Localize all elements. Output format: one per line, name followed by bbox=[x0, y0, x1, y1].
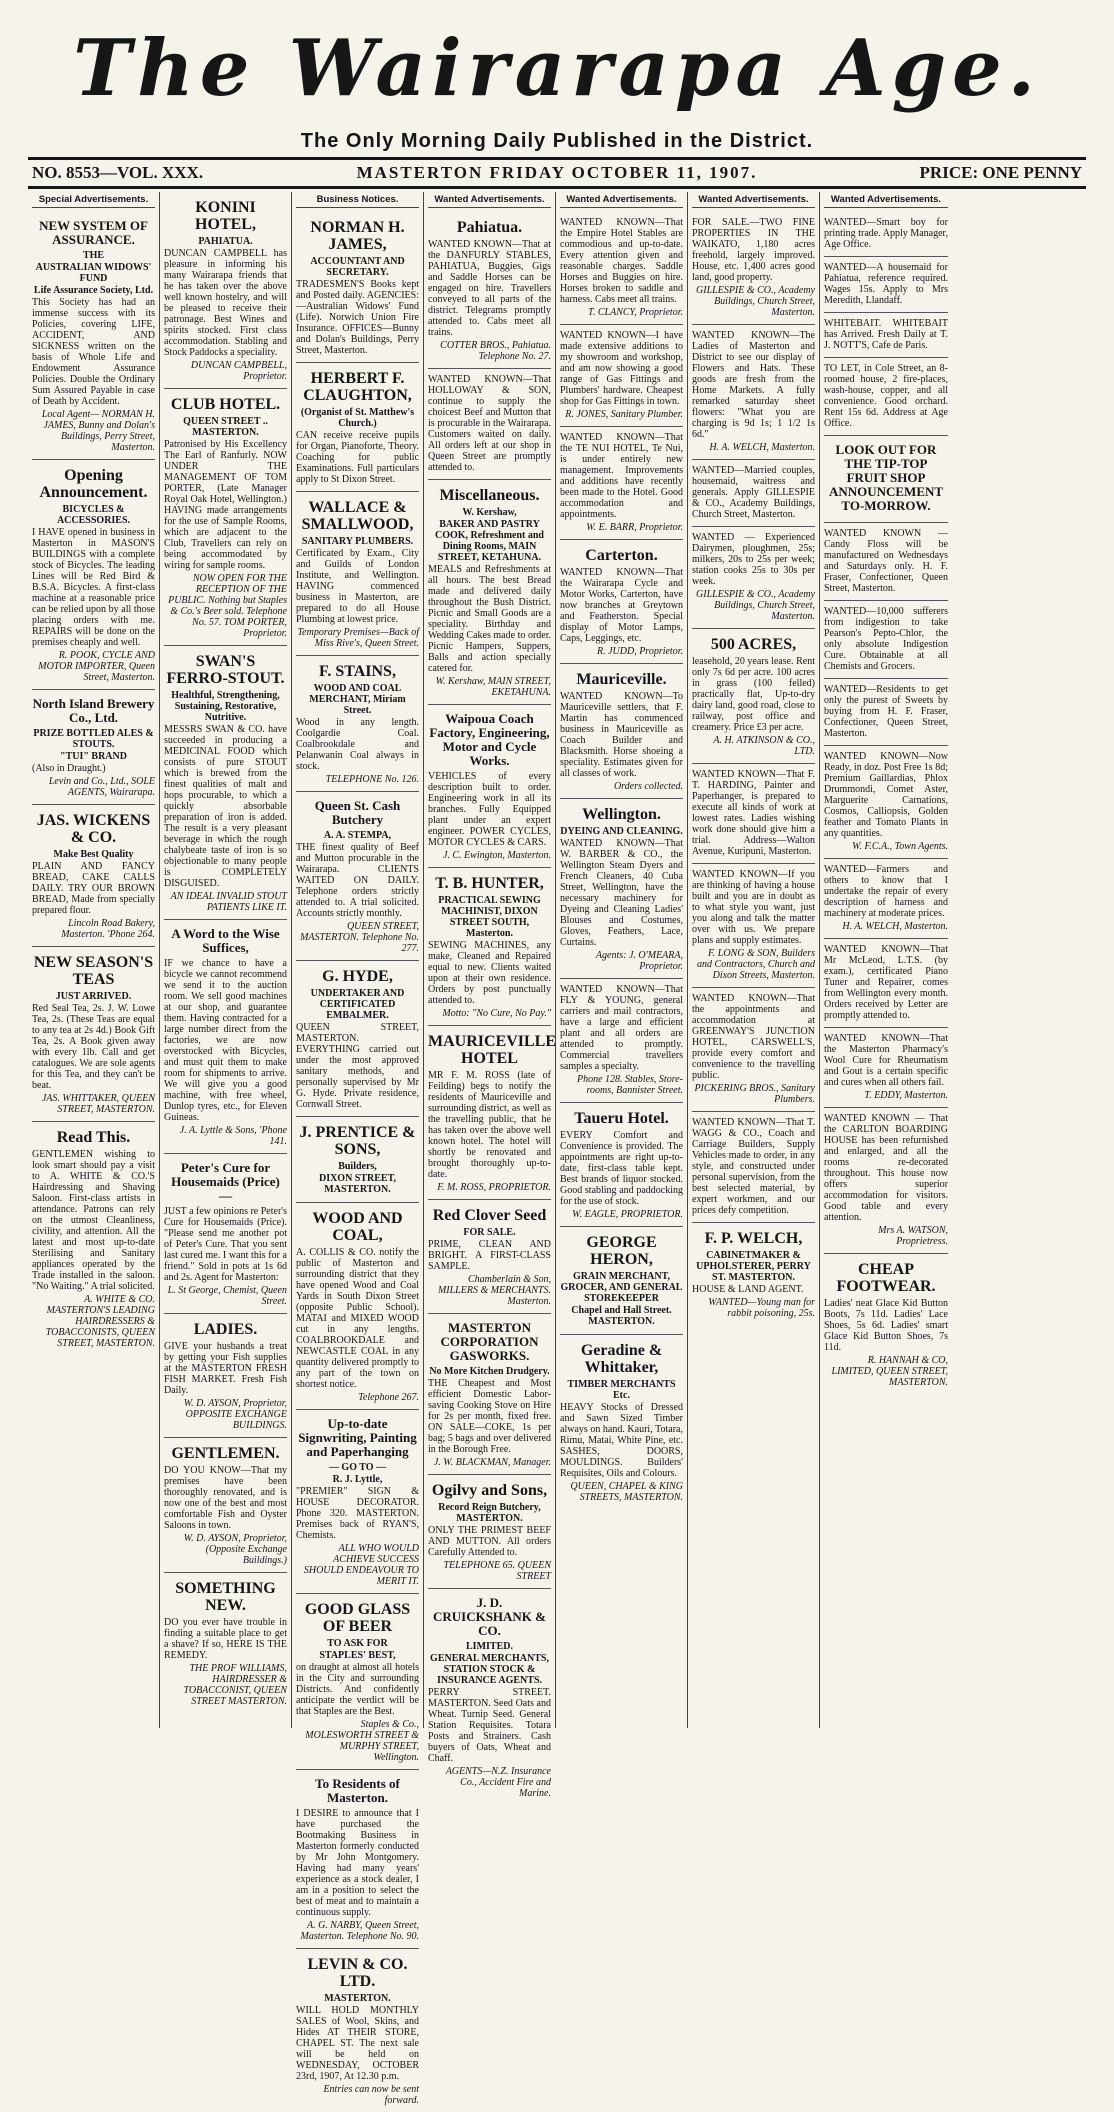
advertisement-title: SOMETHING NEW. bbox=[175, 1580, 276, 1614]
advertisement-subhead: Healthful, Strengthening, Sustaining, Restorative, Nutritive. bbox=[171, 690, 280, 723]
advertisement-title: Waipoua Coach Factory, Engineering, Motor and Cycle Works. bbox=[429, 711, 550, 768]
advertisement-signature: GILLESPIE & CO., Academy Buildings, Church Street, Masterton. bbox=[696, 589, 815, 622]
column-1 bbox=[28, 192, 160, 1728]
advertisement bbox=[428, 1314, 551, 1475]
advertisement bbox=[824, 859, 948, 939]
advertisement-title: LOOK OUT FOR THE TIP-TOP FRUIT SHOP ANNOUNCEMENT TO-MORROW. bbox=[828, 442, 944, 513]
advertisement-body: WANTED KNOWN—That the Wairarapa Cycle and Motor Works, Carterton, have now branches at Greytown and Featherston. Special display of Motor Lamps, Caps, Leggings, etc. bbox=[560, 567, 683, 644]
advertisement-title: JAS. WICKENS & CO. bbox=[36, 812, 151, 846]
advertisement-title: WALLACE & SMALLWOOD, bbox=[301, 499, 414, 533]
advertisement-title: Carterton. bbox=[585, 547, 658, 564]
advertisement-body: I HAVE opened in business in Masterton in MASON'S BUILDINGS with a complete stock of Bicycles. The leading Lines will be Red Bird & B.S.A. Bicycles. A first-class machine at a reasonable price can be relied upon by all those placing orders with me. REPAIRS will be done on the premises cheaply and well. bbox=[32, 527, 155, 648]
advertisement-body: HEAVY Stocks of Dressed and Sawn Sized Timber always on hand. Kauri, Totara, Rimu, Matai, White Pine, etc. SASHES, DOORS, MOULDINGS. Builders' Requisites, Oils and Colours. bbox=[560, 1402, 683, 1479]
advertisement bbox=[296, 212, 419, 363]
advertisement-signature: W. D. AYSON, Proprietor, (Opposite Exchange Buildings.) bbox=[183, 1533, 287, 1566]
advertisement-subhead: WOOD AND COAL MERCHANT, Miriam Street. bbox=[309, 683, 406, 716]
advertisement-title: Wellington. bbox=[582, 806, 661, 823]
advertisement-title: HERBERT F. CLAUGHTON, bbox=[303, 370, 412, 404]
advertisement-signature: AGENTS—N.Z. Insurance Co., Accident Fire and Marine. bbox=[445, 1766, 551, 1799]
advertisement-subhead: STAPLES' BEST, bbox=[319, 1650, 396, 1661]
advertisement bbox=[692, 212, 815, 325]
advertisement-body: MEALS and Refreshments at all hours. The best Bread made and delivered daily throughout the Bush District. Picnic and Small Goods are a speciality. Birthday and Wedding Cakes made to order. Picnic Hampers, Suppers, Balls and action specially catered for. bbox=[428, 564, 551, 674]
advertisement-body: WANTED KNOWN—That T. WAGG & CO., Coach and Carriage Builders, Supply Vehicles made to order, in any style, and constructed under personal supervision, from the best selected material, by expert workmen, and our prices defy competition. bbox=[692, 1117, 815, 1216]
issue-number: NO. 8553—VOL. XXX. bbox=[32, 163, 204, 182]
advertisement-subhead: Life Assurance Society, Ltd. bbox=[33, 285, 154, 296]
advertisement-signature: W. D. AYSON, Proprietor, OPPOSITE EXCHANGE BUILDINGS. bbox=[183, 1398, 287, 1431]
advertisement bbox=[692, 629, 815, 764]
column-header: Wanted Advertisements. bbox=[428, 192, 551, 208]
advertisement-title: F. STAINS, bbox=[319, 663, 396, 680]
advertisement-title: J. PRENTICE & SONS, bbox=[299, 1124, 416, 1158]
advertisement-body: GENTLEMEN wishing to look smart should pay a visit to A. WHITE & CO.'S Hairdressing and Shaving Saloon. First-class artists in attendance. Patrons can rely on the utmost Cleanliness, civility, and attention. All the latest and most up-to-date Sterilising and Sanitary appliances operated by the Trade installed in the saloon. "No Waiting." A trial solicited. bbox=[32, 1149, 155, 1292]
advertisement bbox=[560, 1103, 683, 1227]
advertisement-title: Queen St. Cash Butchery bbox=[314, 798, 401, 827]
advertisement-body: PERRY STREET. MASTERTON. Seed Oats and Wheat. Turnip Seed. General Station Requisites. Totara Posts and Strainers. Cash buyers of Oats, Wheat and Chaff. bbox=[428, 1687, 551, 1764]
advertisement-body: PLAIN AND FANCY BREAD, CAKE CALLS DAILY. TRY OUR BROWN BREAD, Made from specially prepared flour. bbox=[32, 861, 155, 916]
column-7 bbox=[820, 192, 952, 1728]
advertisement-body: QUEEN STREET, MASTERTON. EVERYTHING carried out under the most approved sanitary methods, and personally supervised by Mr G. Hyde. Private residence, Cornwall Street. bbox=[296, 1022, 419, 1110]
advertisement-subhead: A. A. STEMPA, bbox=[323, 830, 392, 841]
advertisement-signature: F. M. ROSS, PROPRIETOR. bbox=[437, 1182, 551, 1193]
advertisement-body: THE Cheapest and Most efficient Domestic Labor-saving Cooking Stove on Hire for 2s per month, fixed free. ON SALE—COKE, 1s per bag; 5 bags and over delivered in the Borough Free. bbox=[428, 1378, 551, 1455]
advertisement bbox=[428, 868, 551, 1026]
advertisement bbox=[296, 792, 419, 961]
advertisement-body: WANTED KNOWN—That the Masterton Pharmacy's Wool Cure for Rheumatism and Gout is a certain specific and cures when all others fail. bbox=[824, 1033, 948, 1088]
advertisement-signature: R. JONES, Sanitary Plumber. bbox=[565, 409, 683, 420]
advertisement-signature: W. F.C.A., Town Agents. bbox=[852, 841, 948, 852]
columns-area bbox=[28, 192, 1086, 2106]
masthead-subtitle: The Only Morning Daily Published in the District. bbox=[300, 130, 814, 152]
advertisement-subhead: TO ASK FOR bbox=[327, 1638, 388, 1649]
advertisement bbox=[824, 257, 948, 313]
advertisement-body: WANTED—Residents to get only the purest of Sweets by buying from H. F. Fraser, Confectioner, Queen Street, Masterton. bbox=[824, 684, 948, 739]
advertisement-body: WANTED—10,000 sufferers from indigestion to take Pearson's Pepto-Chlor, the only absolute Indigestion Cure. Obtainable at all Chemists and Grocers. bbox=[824, 606, 948, 672]
advertisement-signature: Staples & Co., MOLESWORTH STREET & MURPHY STREET, Wellington. bbox=[305, 1719, 419, 1763]
advertisement-body: DUNCAN CAMPBELL has pleasure in informing his many Wairarapa friends that he has taken over the above well known hostelry, and will be pleased to receive their patronage. Best Wines and spirits stocked. First class accommodation. Stabling and Stock Paddocks a speciality. bbox=[164, 248, 287, 358]
advertisement-signature: QUEEN, CHAPEL & KING STREETS, MASTERTON. bbox=[570, 1481, 683, 1503]
advertisement bbox=[560, 1335, 683, 1509]
column-header: Wanted Advertisements. bbox=[560, 192, 683, 208]
advertisement bbox=[428, 705, 551, 868]
advertisement-subhead: CABINETMAKER & UPHOLSTERER, PERRY ST. MASTERTON. bbox=[696, 1250, 811, 1283]
advertisement-signature: NOW OPEN FOR THE RECEPTION OF THE PUBLIC. Nothing but Staples & Co.'s Beer sold. Telephone No. 57. TOM PORTER, Proprietor. bbox=[168, 573, 287, 639]
advertisement-title: CHEAP FOOTWEAR. bbox=[836, 1261, 936, 1295]
advertisement-title: Ogilvy and Sons, bbox=[431, 1482, 548, 1499]
advertisement bbox=[824, 1254, 948, 1394]
advertisement-title: Red Clover Seed bbox=[432, 1207, 547, 1224]
advertisement-title: Geradine & Whittaker, bbox=[580, 1342, 663, 1376]
advertisement-signature: TELEPHONE 65. QUEEN STREET bbox=[443, 1560, 551, 1582]
advertisement-body: EVERY Comfort and Convenience is provided. The appointments are right up-to-date, first-class table kept. Best brands of liquor stocked. Good stabling and paddocking for the use of stock. bbox=[560, 1130, 683, 1207]
column-header: Business Notices. bbox=[296, 192, 419, 208]
advertisement bbox=[164, 646, 287, 920]
advertisement-subhead: THE bbox=[82, 250, 105, 261]
advertisement-body: TO LET, in Cole Street, an 8-roomed house, 2 fire-places, wash-house, copper, and all convenience. Good orchard. Rent 15s 6d. Address at Age Office. bbox=[824, 363, 948, 429]
advertisement-title: MASTERTON CORPORATION GASWORKS. bbox=[440, 1320, 539, 1363]
advertisement-signature: PICKERING BROS., Sanitary Plumbers. bbox=[694, 1083, 815, 1105]
advertisement-subhead: Record Reign Butchery, MASTERTON. bbox=[438, 1502, 541, 1524]
advertisement bbox=[164, 389, 287, 646]
advertisement-subhead: BAKER AND PASTRY COOK, Refreshment and Dining Rooms, MAIN STREET, KETAHUNA. bbox=[435, 519, 544, 563]
issue-price: PRICE: ONE PENNY bbox=[919, 163, 1082, 182]
advertisement-body: Wood in any length. Coolgardie Coal. Coalbrookdale and Pelanwanin Coal always in stock. bbox=[296, 717, 419, 772]
advertisement bbox=[428, 480, 551, 705]
advertisement-subhead: UNDERTAKER AND CERTIFICATED EMBALMER. bbox=[310, 988, 405, 1021]
column-6 bbox=[688, 192, 820, 1728]
advertisement-signature: J. W. BLACKMAN, Manager. bbox=[433, 1457, 551, 1468]
advertisement bbox=[164, 1573, 287, 1713]
advertisement-signature: F. LONG & SON, Builders and Contractors, Church and Dixon Streets, Masterton. bbox=[697, 948, 815, 981]
advertisement bbox=[560, 212, 683, 325]
advertisement-body: (Also in Draught.) bbox=[32, 763, 106, 774]
advertisement-body: WHITEBAIT. WHITEBAIT has Arrived. Fresh Daily at T. J. NOTT'S, Cafe de Paris. bbox=[824, 318, 948, 351]
advertisement bbox=[692, 1223, 815, 1325]
advertisement-subhead: GRAIN MERCHANT, GROCER, AND GENERAL STOREKEEPER bbox=[560, 1271, 683, 1304]
advertisement-subhead: GENERAL MERCHANTS, STATION STOCK & INSURANCE AGENTS. bbox=[430, 1653, 549, 1686]
advertisement-title: North Island Brewery Co., Ltd. bbox=[32, 696, 155, 725]
advertisement-subhead: Chapel and Hall Street. MASTERTON. bbox=[571, 1305, 672, 1327]
advertisement-signature: W. EAGLE, PROPRIETOR. bbox=[572, 1209, 683, 1220]
advertisement-title: GENTLEMEN. bbox=[171, 1445, 280, 1462]
advertisement-body: WANTED KNOWN—That the Empire Hotel Stables are commodious and up-to-date. Every attention given and reasonable charges. Saddle Horses and Buggies on hire. Horses broken to saddle and harness. Cabs meet all trains. bbox=[560, 217, 683, 305]
advertisement bbox=[824, 601, 948, 679]
advertisement-subhead: DIXON STREET, MASTERTON. bbox=[318, 1173, 397, 1195]
advertisement bbox=[32, 690, 155, 805]
advertisement-signature: TELEPHONE No. 126. bbox=[325, 774, 419, 785]
advertisement bbox=[428, 1026, 557, 1200]
advertisement bbox=[692, 527, 815, 629]
advertisement-body: SEWING MACHINES, any make, Cleaned and Repaired equal to new. Clients waited upon at their own residence. Orders by post punctually attended to. bbox=[428, 940, 551, 1006]
advertisement-body: WANTED KNOWN—That the appointments and accommodation at GREENWAY'S JUNCTION HOTEL, CARSWELL'S, provide every comfort and convenience to the travelling public. bbox=[692, 993, 815, 1081]
advertisement-body: PRIME, CLEAN AND BRIGHT. A FIRST-CLASS SAMPLE. bbox=[428, 1239, 551, 1272]
advertisement-subhead: DYEING AND CLEANING. bbox=[560, 826, 683, 837]
advertisement-title: WOOD AND COAL, bbox=[312, 1210, 403, 1244]
advertisement-title: Miscellaneous. bbox=[439, 487, 540, 504]
advertisement bbox=[164, 1438, 287, 1573]
advertisement-title: T. B. HUNTER, bbox=[435, 875, 544, 892]
advertisement-body: A. COLLIS & CO. notify the public of Masterton and surrounding district that they have opened Wood and Coal Yards in South Dixon Street (opposite Public School). MATAI and MIXED WOOD cut in any lengths. COALBROOKDALE and NEWCASTLE COAL in any quantity delivered promptly to any part of the town on shortest notice. bbox=[296, 1247, 419, 1390]
advertisement-body: WANTED KNOWN—That at the DANFURLY STABLES, PAHIATUA, Buggies, Gigs and Saddle Horses can be engaged on hire. Travellers conveyed to all parts of the district. Telegrams promptly attended to. Cabs meet all trains. bbox=[428, 239, 551, 338]
advertisement-body: HOUSE & LAND AGENT. bbox=[692, 1284, 804, 1295]
advertisement-subhead: ACCOUNTANT AND SECRETARY. bbox=[310, 256, 405, 278]
advertisement-body: WANTED—Farmers and others to know that I undertake the repair of every description of harness and machinery at moderate prices. bbox=[824, 864, 948, 919]
advertisement bbox=[560, 664, 683, 799]
advertisement-subhead: — GO TO — bbox=[328, 1462, 387, 1473]
advertisement-subhead: AUSTRALIAN WIDOWS' FUND bbox=[35, 262, 152, 284]
masthead-title: The Wairarapa Age. bbox=[73, 23, 1041, 114]
advertisement-body: WANTED KNOWN—That Mr McLeod, L.T.S. (by exam.), certificated Piano Tuner and Repairer, comes from Wellington every month. Orders received by Letter are promptly attended to. bbox=[824, 944, 948, 1021]
advertisement bbox=[428, 1589, 551, 1805]
advertisement-subhead: QUEEN STREET .. MASTERTON. bbox=[183, 416, 268, 438]
advertisement-signature: A. G. NARBY, Queen Street, Masterton. Telephone No. 90. bbox=[300, 1920, 419, 1942]
advertisement-body: WANTED KNOWN—That FLY & YOUNG, general carriers and mail contractors, have a large and efficient plant and all orders are attended to promptly. Commercial travellers samples a specialty. bbox=[560, 984, 683, 1072]
advertisement-body: WANTED — Experienced Dairymen, ploughmen, 25s; milkers, 20s to 25s per week; station cooks 25s to 30s per week. bbox=[692, 532, 815, 587]
advertisement-body: Patronised by His Excellency The Earl of Ranfurly. NOW UNDER THE MANAGEMENT OF TOM PORTER, (Late Manager Royal Oak Hotel, Wellington.) HAVING made arrangements for the use of Sample Rooms, which are adjacent to the Club, Travellers can rely on being accommodated by wiring for sample rooms. bbox=[164, 439, 287, 571]
advertisement-body: Ladies' neat Glace Kid Button Boots, 7s 11d. Ladies' Lace Shoes, 5s 6d. Ladies' smart Glace Kid Button Shoes, 7s 11d. bbox=[824, 1298, 948, 1353]
advertisement-subhead: BICYCLES & ACCESSORIES. bbox=[56, 504, 131, 526]
advertisement bbox=[560, 540, 683, 664]
advertisement-title: To Residents of Masterton. bbox=[315, 1776, 400, 1805]
advertisement-signature: J. A. Lyttle & Sons, 'Phone 141. bbox=[179, 1125, 287, 1147]
advertisement bbox=[32, 947, 155, 1122]
advertisement-subhead: PRIZE BOTTLED ALES & STOUTS. bbox=[33, 728, 154, 750]
advertisement-signature: T. CLANCY, Proprietor. bbox=[588, 307, 683, 318]
advertisement-title: Mauriceville. bbox=[576, 671, 667, 688]
advertisement-subhead: (Organist of St. Matthew's Church.) bbox=[300, 407, 415, 429]
advertisement-signature: Entries can now be sent forward. bbox=[323, 2084, 419, 2106]
advertisement bbox=[296, 1594, 419, 1770]
advertisement bbox=[296, 1949, 419, 2112]
advertisement-signature: JAS. WHITTAKER, QUEEN STREET, MASTERTON. bbox=[41, 1093, 155, 1115]
advertisement bbox=[692, 460, 815, 527]
advertisement-title: KONINI HOTEL, bbox=[195, 199, 256, 233]
advertisement-signature: AN IDEAL INVALID STOUT PATIENTS LIKE IT. bbox=[170, 891, 287, 913]
advertisement-body: WANTED—Smart boy for printing trade. Apply Manager, Age Office. bbox=[824, 217, 948, 250]
advertisement bbox=[164, 1314, 287, 1438]
advertisement-body: WANTED KNOWN—I have made extensive additions to my showroom and workshop, and am now showing a good range of Gas Fittings and Plumbers' hardware. Cheapest shop for Gas Fittings in town. bbox=[560, 330, 683, 407]
advertisement-body: DO you ever have trouble in finding a suitable place to get a shave? If so, HERE IS THE REMEDY. bbox=[164, 1617, 287, 1661]
advertisement bbox=[428, 212, 551, 369]
advertisement-title: F. P. WELCH, bbox=[704, 1230, 803, 1247]
advertisement-signature: Levin and Co., Ltd., SOLE AGENTS, Wairarapa. bbox=[48, 776, 155, 798]
advertisement-body: WANTED KNOWN — That the CARLTON BOARDING HOUSE has been refurnished and enlarged, and all the rooms re-decorated throughout. This house now offers superior accommodation for visitors. Good table and every attention. bbox=[824, 1113, 948, 1223]
advertisement-body: FOR SALE.—TWO FINE PROPERTIES IN THE WAIKATO, 1,180 acres freehold, largely improved. House, etc. 1,400 acres good land, good property. bbox=[692, 217, 815, 283]
advertisement bbox=[692, 988, 815, 1112]
advertisement bbox=[296, 961, 419, 1117]
advertisement-subhead: MASTERTON. bbox=[324, 1993, 391, 2004]
advertisement-body: WANTED—Married couples, housemaid, waitress and generals. Apply GILLESPIE & CO., Academy Buildings, Church Street, Masterton. bbox=[692, 465, 815, 520]
advertisement-title: Pahiatua. bbox=[456, 219, 523, 236]
advertisement bbox=[428, 1200, 551, 1314]
advertisement bbox=[296, 656, 419, 792]
advertisement-body: Red Seal Tea, 2s. J. W. Lowe Tea, 2s. (These Teas are equal to any tea at 2s 4d.) Book Gift Tea, 2s. A Book given away with every 1lb. Call and get catalogues. We are sole agents for this Tea, and they can't be beat. bbox=[32, 1003, 155, 1091]
advertisement-signature: H. A. WELCH, Masterton. bbox=[709, 442, 815, 453]
advertisement-title: GEORGE HERON, bbox=[586, 1234, 657, 1268]
advertisement-body: I DESIRE to announce that I have purchased the Bootmaking Business in Masterton formerly conducted by Mr John Montgomery. Having had many years' experience as a stock dealer, I am in a position to select the best of meat and to maintain a continuous supply. bbox=[296, 1808, 419, 1918]
advertisement bbox=[296, 363, 419, 492]
advertisement-signature: L. St George, Chemist, Queen Street. bbox=[167, 1285, 287, 1307]
advertisement-title: A Word to the Wise Suffices, bbox=[171, 926, 280, 955]
advertisement-signature: A. H. ATKINSON & CO., LTD. bbox=[713, 735, 815, 757]
advertisement-signature: GILLESPIE & CO., Academy Buildings, Church Street, Masterton. bbox=[696, 285, 815, 318]
advertisement bbox=[428, 369, 551, 480]
advertisement-signature: A. WHITE & CO. MASTERTON'S LEADING HAIRDRESSERS & TOBACCONISTS, QUEEN STREET, MASTERTON. bbox=[45, 1294, 155, 1349]
advertisement-signature: H. A. WELCH, Masterton. bbox=[842, 921, 948, 932]
advertisement-body: MR F. M. ROSS (late of Feilding) begs to notify the residents of Mauriceville and surrounding district, as well as the travelling public, that he has taken over the above well known hotel. The hotel will shortly be renovated and brought thoroughly up-to-date. bbox=[428, 1070, 551, 1180]
advertisement-title: G. HYDE, bbox=[322, 968, 393, 985]
advertisement-subhead: LIMITED. bbox=[466, 1641, 513, 1652]
advertisement-body: WANTED KNOWN—That HOLLOWAY & SON, continue to supply the choicest Beef and Mutton that is procurable in the Wairarapa. Customers waited on daily. All orders left at our shop in Queen Street are promptly attended to. bbox=[428, 374, 551, 473]
advertisement-body: MESSRS SWAN & CO. have succeeded in producing a MEDICINAL FOOD which consists of pure STOUT which is brewed from the finest qualities of malt and hops procurable, to which a quickly absorbable preparation of iron is added. The result is a very pleasant beverage in which the rough chalybeate taste of iron is so objectionable to many people is COMPLETELY DISGUISED. bbox=[164, 724, 287, 889]
advertisement-title: NORMAN H. JAMES, bbox=[310, 219, 405, 253]
advertisement-signature: T. EDDY, Masterton. bbox=[864, 1090, 948, 1101]
advertisement bbox=[692, 764, 815, 864]
advertisement-body: ONLY THE PRIMEST BEEF AND MUTTON. All orders Carefully Attended to. bbox=[428, 1525, 551, 1558]
advertisement bbox=[560, 325, 683, 427]
advertisement-subhead: PRACTICAL SEWING MACHINIST, DIXON STREET SOUTH, Masterton. bbox=[438, 895, 541, 939]
advertisement-body: This Society has had an immense success with its Policies, covering LIFE, ACCIDENT, AND SICKNESS written on the basis of Whole Life and Endowment Assurance Policies. Double the Ordinary Sum Assured Payable in case of Death by Accident. bbox=[32, 297, 155, 407]
advertisement bbox=[824, 939, 948, 1028]
column-4 bbox=[424, 192, 557, 1799]
advertisement-body: CAN receive receive pupils for Organ, Pianoforte, Theory. Coaching for public Examinations. Full particulars apply to St Dixon Street. bbox=[296, 430, 419, 485]
advertisement-signature: WANTED—Young man for rabbit poisoning, 25s. bbox=[708, 1297, 815, 1319]
advertisement-subhead: SANITARY PLUMBERS. bbox=[301, 536, 414, 547]
advertisement-signature: Lincoln Road Bakery, Masterton. 'Phone 264. bbox=[61, 918, 155, 940]
advertisement-title: Read This. bbox=[56, 1129, 131, 1146]
advertisement-title: Peter's Cure for Housemaids (Price) — bbox=[171, 1160, 280, 1203]
advertisement-signature: J. C. Ewington, Masterton. bbox=[442, 850, 551, 861]
advertisement-body: WANTED KNOWN—That W. BARBER & CO., the Wellington Steam Dyers and French Cleaners, 40 Cuba Street, Wellington, have the necessary machinery for Dyeing and Cleaning Ladies' Blouses and Costumes, Gloves, Feathers, Lace, Curtains. bbox=[560, 838, 683, 948]
advertisement-signature: Local Agent— NORMAN H. JAMES, Bunny and Dolan's Buildings, Perry Street, Masterton. bbox=[41, 409, 155, 453]
advertisement-signature: R. JUDD, Proprietor. bbox=[596, 646, 683, 657]
advertisement-title: Up-to-date Signwriting, Painting and Paperhanging bbox=[298, 1416, 417, 1459]
column-header: Special Advertisements. bbox=[32, 192, 155, 208]
column-2 bbox=[160, 192, 292, 1728]
advertisement bbox=[824, 1028, 948, 1108]
advertisement-body: JUST a few opinions re Peter's Cure for Housemaids (Price). "Please send me another pot of Peter's Cure. That you sent last cured me. I want this for a friend." Sold in pots at 1s 6d and 2s. Agent for Masterton: bbox=[164, 1206, 287, 1283]
advertisement-signature: QUEEN STREET, MASTERTON. Telephone No. 277. bbox=[300, 921, 419, 954]
advertisement-body: WANTED KNOWN—The Ladies of Masterton and District to see our display of Flowers and Hats. These goods are fresh from the Home Markets. A fully remarked saturday sheet flowers: "What you are charging is 9d 1s; 1 1/2 1s 6d." bbox=[692, 330, 815, 440]
advertisement-title: GOOD GLASS OF BEER bbox=[304, 1601, 411, 1635]
column-5 bbox=[556, 192, 688, 1728]
advertisement-body: WILL HOLD MONTHLY SALES of Wool, Skins, and Hides AT THEIR STORE, CHAPEL ST. The next sale will be held on WEDNESDAY, OCTOBER 23rd, 1907, At 12.30 p.m. bbox=[296, 2005, 419, 2082]
advertisement-title: Taueru Hotel. bbox=[574, 1110, 669, 1127]
advertisement bbox=[692, 864, 815, 988]
advertisement bbox=[164, 192, 287, 389]
advertisement-subhead: R. J. Lyttle, bbox=[332, 1474, 383, 1485]
advertisement-body: IF we chance to have a bicycle we cannot recommend we send it to the auction room. We sell good machines at our shop, and guarantee them. Having contracted for a large number direct from the factories, we are now overstocked with Bicycles, and must quit them to make room for shipments to arrive. We will give you a good machine, with free wheel, Dunlop tyres, etc., for Eleven Guineas. bbox=[164, 958, 287, 1123]
advertisement-signature: R. POOK, CYCLE AND MOTOR IMPORTER, Queen Street, Masterton. bbox=[38, 650, 155, 683]
advertisement-title: SWAN'S FERRO-STOUT. bbox=[166, 653, 285, 687]
advertisement-subhead: Builders, bbox=[338, 1161, 377, 1172]
advertisement-signature: R. HANNAH & CO, LIMITED, QUEEN STREET, MASTERTON. bbox=[831, 1355, 948, 1388]
advertisement bbox=[824, 1108, 948, 1254]
advertisement bbox=[824, 679, 948, 746]
top-rule bbox=[28, 157, 1086, 160]
advertisement bbox=[560, 1227, 683, 1335]
advertisement-subhead: TIMBER MERCHANTS Etc. bbox=[567, 1379, 676, 1401]
bottom-rule bbox=[28, 186, 1086, 189]
advertisement-signature: Temporary Premises—Back of Miss Rive's, Queen Street. bbox=[297, 627, 419, 649]
advertisement-body: leasehold, 20 years lease. Rent only 7s 6d per acre. 100 acres in grass (100 felled) practically flat, Up-to-dry dairy land, good road, close to railway, post office and creamery. Price £3 per acre. bbox=[692, 656, 815, 733]
advertisement-body: "PREMIER" SIGN & HOUSE DECORATOR. Phone 320. MASTERTON. Premises back of RYAN'S, Chemists. bbox=[296, 1486, 419, 1541]
advertisement-signature: Mrs A. WATSON, Proprietress. bbox=[878, 1225, 948, 1247]
advertisement-subhead: JUST ARRIVED. bbox=[55, 991, 132, 1002]
column-3 bbox=[292, 192, 424, 2106]
advertisement-body: Certificated by Exam., City and Guilds of London Institute, and Wellington. HAVING commenced business in Masterton, are prepared to do all House Plumbing at lowest price. bbox=[296, 548, 419, 625]
advertisement-body: GIVE your husbands a treat by getting your Fish supplies at the MASTERTON FRESH FISH MARKET. Fresh Fish Daily. bbox=[164, 1341, 287, 1396]
advertisement-subhead: FOR SALE. bbox=[463, 1227, 516, 1238]
advertisement-signature: ALL WHO WOULD ACHIEVE SUCCESS SHOULD ENDEAVOUR TO MERIT IT. bbox=[303, 1543, 419, 1587]
advertisement-title: NEW SEASON'S TEAS bbox=[33, 954, 154, 988]
advertisement-title: 500 ACRES, bbox=[710, 636, 797, 653]
advertisement-signature: Motto: "No Cure, No Pay." bbox=[442, 1008, 551, 1019]
advertisement bbox=[824, 358, 948, 436]
advertisement-signature: W. E. BARR, Proprietor. bbox=[586, 522, 683, 533]
advertisement bbox=[296, 1410, 419, 1594]
advertisement bbox=[296, 1117, 419, 1203]
advertisement bbox=[428, 1475, 551, 1589]
advertisement bbox=[560, 427, 683, 540]
advertisement bbox=[32, 212, 155, 460]
advertisement bbox=[32, 1122, 155, 1355]
advertisement-body: WANTED KNOWN—To Mauriceville settlers, that F. Martin has commenced business in Mauriceville as Coach Builder and Blacksmith. Horse shoeing a speciality. Estimates given for all classes of work. bbox=[560, 691, 683, 779]
advertisement-body: WANTED KNOWN—Now Ready, in doz. Post Free 1s 8d; Premium Gaillardias, Phlox Drummondi, Comet Aster, Marguerite Carnations, Cosmos, Calliopsis, Golden feather and Tomato Plants in any quantities. bbox=[824, 751, 948, 839]
advertisement-signature: Telephone 267. bbox=[358, 1392, 419, 1403]
advertisement bbox=[164, 1154, 287, 1314]
advertisement-signature: Agents: J. O'MEARA, Proprietor. bbox=[595, 950, 683, 972]
advertisement-title: NEW SYSTEM OF ASSURANCE. bbox=[39, 218, 148, 247]
advertisement bbox=[560, 979, 683, 1103]
advertisement-signature: W. Kershaw, MAIN STREET, EKETAHUNA. bbox=[435, 676, 551, 698]
advertisement-signature: Chamberlain & Son, MILLERS & MERCHANTS. Masterton. bbox=[437, 1274, 551, 1307]
advertisement-body: DO YOU KNOW—That my premises have been thoroughly renovated, and is now one of the best and most comfortable Fish and Oyster Saloons in town. bbox=[164, 1465, 287, 1531]
advertisement-body: on draught at almost all hotels in the City and surrounding Districts. And confidently anticipate the verdict will be that Staples are the Best. bbox=[296, 1662, 419, 1717]
advertisement bbox=[824, 746, 948, 859]
advertisement bbox=[560, 799, 683, 979]
advertisement-title: CLUB HOTEL. bbox=[170, 396, 281, 413]
advertisement-subhead: "TUI" BRAND bbox=[60, 751, 127, 762]
advertisement-signature: THE PROF WILLIAMS, HAIRDRESSER & TOBACCONIST, QUEEN STREET MASTERTON. bbox=[183, 1663, 287, 1707]
advertisement-signature: Phone 128. Stables, Store-rooms, Bannister Street. bbox=[576, 1074, 683, 1096]
advertisement-title: LADIES. bbox=[193, 1321, 258, 1338]
advertisement bbox=[32, 460, 155, 690]
advertisement-subhead: No More Kitchen Drudgery. bbox=[429, 1366, 550, 1377]
advertisement bbox=[164, 920, 287, 1154]
advertisement bbox=[692, 325, 815, 460]
advertisement-body: WANTED KNOWN — Candy Floss will be manufactured on Wednesdays and Saturdays only. H. F. Fraser, Confectioner, Queen Street, Masterton. bbox=[824, 528, 948, 594]
column-header: Wanted Advertisements. bbox=[692, 192, 815, 208]
advertisement bbox=[824, 523, 948, 601]
advertisement-signature: COTTER BROS., Pahiatua. Telephone No. 27. bbox=[440, 340, 551, 362]
advertisement-subhead: PAHIATUA. bbox=[198, 236, 253, 247]
advertisement bbox=[824, 313, 948, 358]
advertisement bbox=[32, 805, 155, 947]
advertisement bbox=[296, 1203, 419, 1410]
advertisement-subhead: Make Best Quality bbox=[53, 849, 134, 860]
advertisement bbox=[692, 1112, 815, 1223]
column-header: Wanted Advertisements. bbox=[824, 192, 948, 208]
advertisement-title: J. D. CRUICKSHANK & CO. bbox=[432, 1595, 547, 1638]
advertisement-body: THE finest quality of Beef and Mutton procurable in the Wairarapa. CLIENTS WAITED ON DAILY. Telephone orders strictly attended to. A trial solicited. Accounts strictly monthly. bbox=[296, 842, 419, 919]
advertisement bbox=[824, 212, 948, 257]
advertisement-body: TRADESMEN'S Books kept and Posted daily. AGENCIES:—Australian Widows' Fund (Life). Norwich Union Fire Insurance. OFFICES—Bunny and Dolan's Buildings, Perry Street, Masterton. bbox=[296, 279, 419, 356]
advertisement-body: WANTED KNOWN—That F. T. HARDING, Painter and Paperhanger, is prepared to execute all kinds of work at lowest rates. Ladies wishing work done should give him a trial. Address—Walton Avenue, Kuripuni, Masterton. bbox=[692, 769, 815, 857]
advertisement bbox=[296, 1770, 419, 1949]
advertisement-title: Opening Announcement. bbox=[39, 467, 148, 501]
advertisement bbox=[296, 492, 419, 656]
advertisement-signature: Orders collected. bbox=[613, 781, 683, 792]
advertisement-title: MAURICEVILLE HOTEL bbox=[428, 1033, 557, 1067]
advertisement-subhead: W. Kershaw, bbox=[462, 507, 517, 518]
advertisement bbox=[824, 436, 948, 523]
dateline-bar bbox=[28, 163, 1086, 185]
advertisement-title: LEVIN & CO. LTD. bbox=[307, 1956, 408, 1990]
advertisement-body: VEHICLES of every description built to order. Engineering work in all its branches. Fully Equipped plant under an expert engineer. POWER CYCLES, MOTOR CYCLES & CARS. bbox=[428, 771, 551, 848]
advertisement-body: WANTED KNOWN—If you are thinking of having a house built and you are in doubt as to what style you want, just you along and talk the matter over with us. We prepare plans and supply estimates. bbox=[692, 869, 815, 946]
advertisement-body: WANTED—A housemaid for Pahiatua, reference required. Wages 15s. Apply to Mrs Meredith, Llandaff. bbox=[824, 262, 948, 306]
advertisement-body: WANTED KNOWN—That the TE NUI HOTEL, Te Nui, is under entirely new management. Improvements and additions have recently been made to the Hotel. Good accommodation and appointments. bbox=[560, 432, 683, 520]
advertisement-signature: DUNCAN CAMPBELL, Proprietor. bbox=[190, 360, 287, 382]
issue-date: MASTERTON FRIDAY OCTOBER 11, 1907. bbox=[356, 163, 758, 182]
